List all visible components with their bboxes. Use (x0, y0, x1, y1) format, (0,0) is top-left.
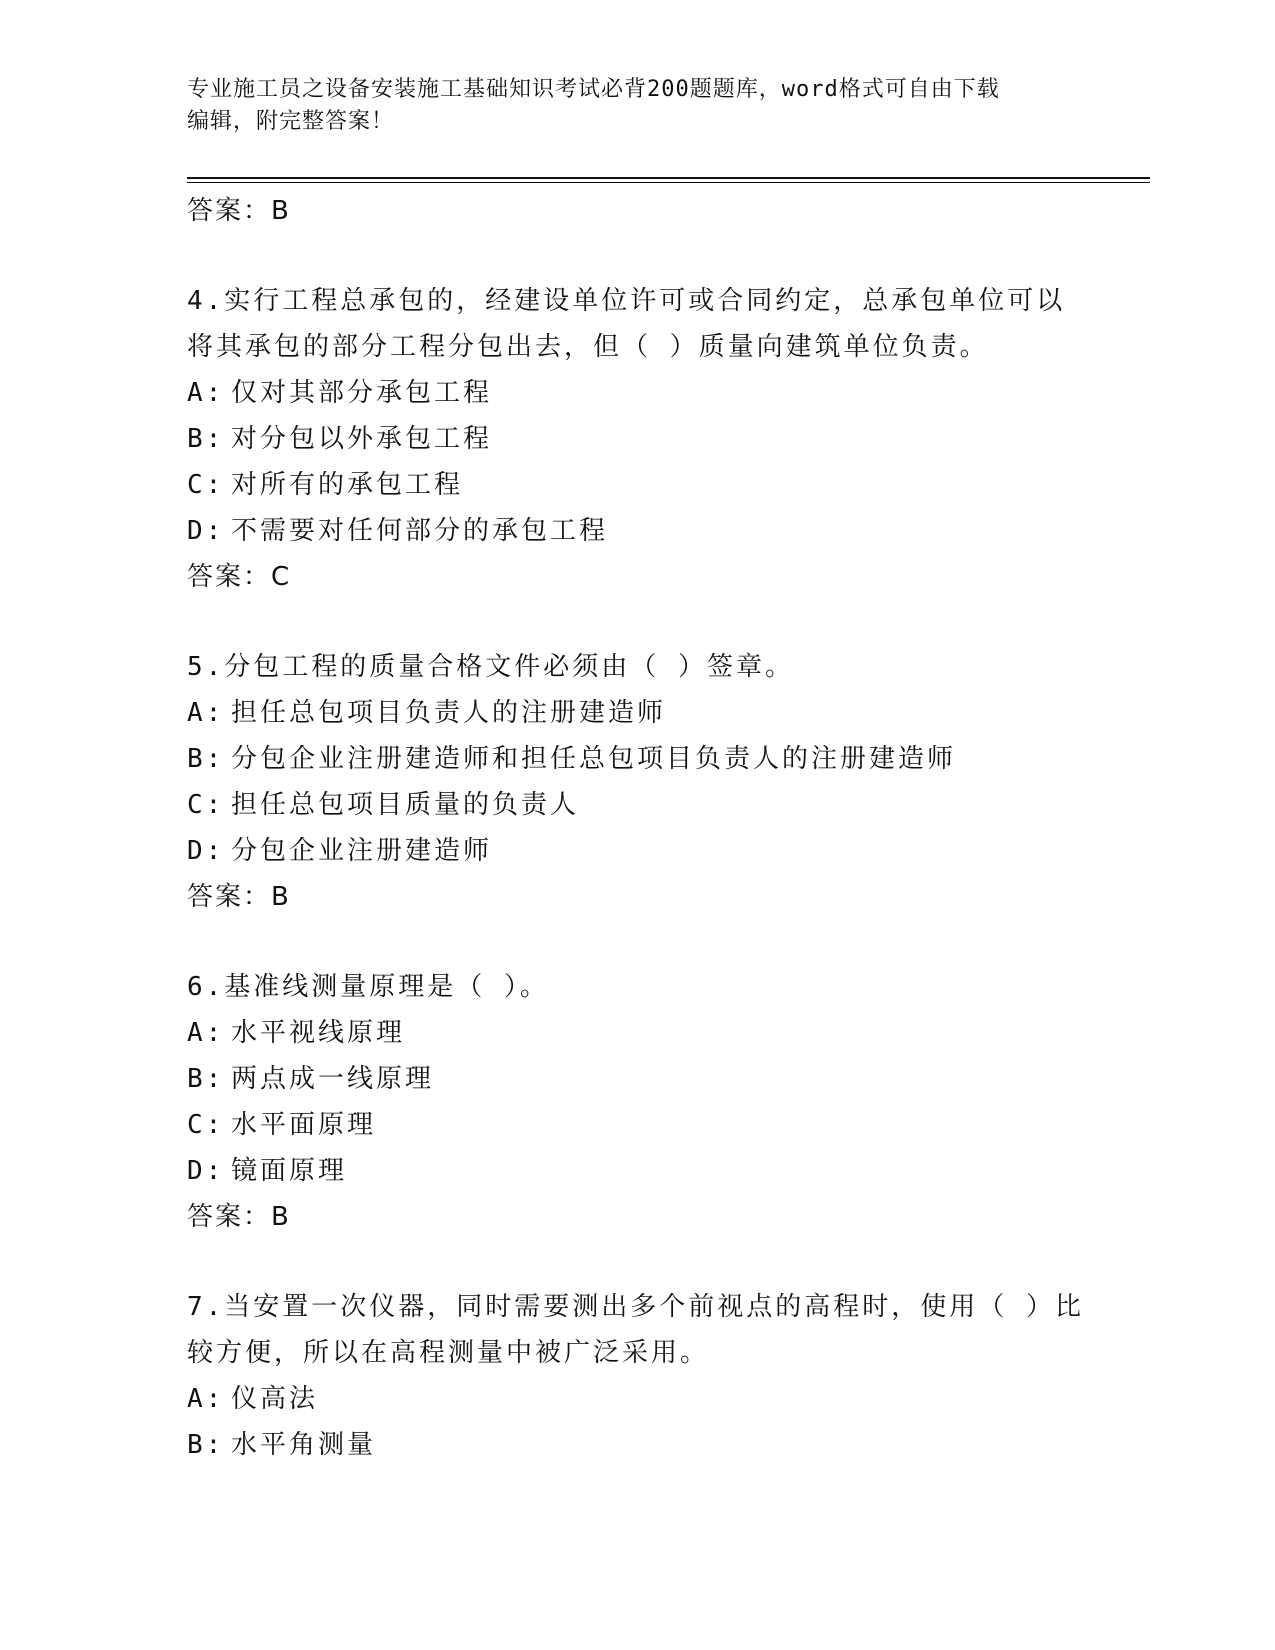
option-a (187, 690, 1087, 736)
option-a (187, 1376, 1087, 1422)
option-text: 分包企业注册建造师 (231, 836, 493, 866)
option-key: A: (187, 1018, 225, 1048)
question-block (187, 278, 1087, 600)
option-key: D: (187, 516, 225, 546)
option-c (187, 462, 1087, 508)
option-b (187, 736, 1087, 782)
option-text: 对所有的承包工程 (231, 470, 464, 500)
option-d (187, 1148, 1087, 1194)
header-line-1: 专业施工员之设备安装施工基础知识考试必背200题题库，word格式可自由下载 (187, 77, 1000, 102)
option-text: 对分包以外承包工程 (231, 424, 493, 454)
question-block (187, 964, 1087, 1240)
option-b (187, 416, 1087, 462)
question-text-line: 5.分包工程的质量合格文件必须由（ ）签章。 (187, 652, 794, 682)
option-key: B: (187, 1430, 225, 1460)
option-c (187, 782, 1087, 828)
option-text: 分包企业注册建造师和担任总包项目负责人的注册建造师 (231, 744, 957, 774)
spacer (187, 600, 1087, 644)
option-text: 仅对其部分承包工程 (231, 378, 493, 408)
document-header (187, 74, 1067, 138)
option-c (187, 1102, 1087, 1148)
document-body (187, 188, 1087, 1468)
spacer (187, 1240, 1087, 1284)
option-key: D: (187, 1156, 225, 1186)
option-text: 两点成一线原理 (231, 1064, 435, 1094)
option-d (187, 828, 1087, 874)
question-text-line: 将其承包的部分工程分包出去，但（ ）质量向建筑单位负责。 (187, 332, 989, 362)
option-key: C: (187, 470, 225, 500)
option-key: C: (187, 790, 225, 820)
spacer (187, 234, 1087, 278)
answer-line: 答案：B (187, 1202, 291, 1232)
question-block (187, 1284, 1087, 1468)
option-a (187, 1010, 1087, 1056)
answer-line: 答案：B (187, 196, 291, 226)
header-rule-thin (187, 182, 1150, 183)
option-text: 水平视线原理 (231, 1018, 406, 1048)
answer-line: 答案：B (187, 882, 291, 912)
option-key: A: (187, 698, 225, 728)
option-a (187, 370, 1087, 416)
question-text-line: 4.实行工程总承包的，经建设单位许可或合同约定，总承包单位可以 (187, 286, 1066, 316)
option-text: 不需要对任何部分的承包工程 (231, 516, 609, 546)
option-b (187, 1056, 1087, 1102)
question-text-line: 7.当安置一次仪器，同时需要测出多个前视点的高程时，使用（ ）比 (187, 1292, 1084, 1322)
option-b (187, 1422, 1087, 1468)
option-key: A: (187, 378, 225, 408)
option-d (187, 508, 1087, 554)
question-text-line: 6.基准线测量原理是（ ）。 (187, 972, 549, 1002)
option-key: C: (187, 1110, 225, 1140)
option-key: D: (187, 836, 225, 866)
answer-line: 答案：C (187, 562, 292, 592)
option-text: 水平角测量 (231, 1430, 377, 1460)
spacer (187, 920, 1087, 964)
option-text: 镜面原理 (231, 1156, 348, 1186)
question-block (187, 644, 1087, 920)
option-key: B: (187, 424, 225, 454)
option-text: 担任总包项目质量的负责人 (231, 790, 580, 820)
option-text: 仪高法 (231, 1384, 319, 1414)
header-rule-thick (187, 177, 1150, 179)
option-text: 水平面原理 (231, 1110, 377, 1140)
option-key: B: (187, 744, 225, 774)
question-text-line: 较方便，所以在高程测量中被广泛采用。 (187, 1338, 710, 1368)
option-text: 担任总包项目负责人的注册建造师 (231, 698, 667, 728)
option-key: B: (187, 1064, 225, 1094)
option-key: A: (187, 1384, 225, 1414)
header-line-2: 编辑，附完整答案！ (187, 109, 395, 134)
